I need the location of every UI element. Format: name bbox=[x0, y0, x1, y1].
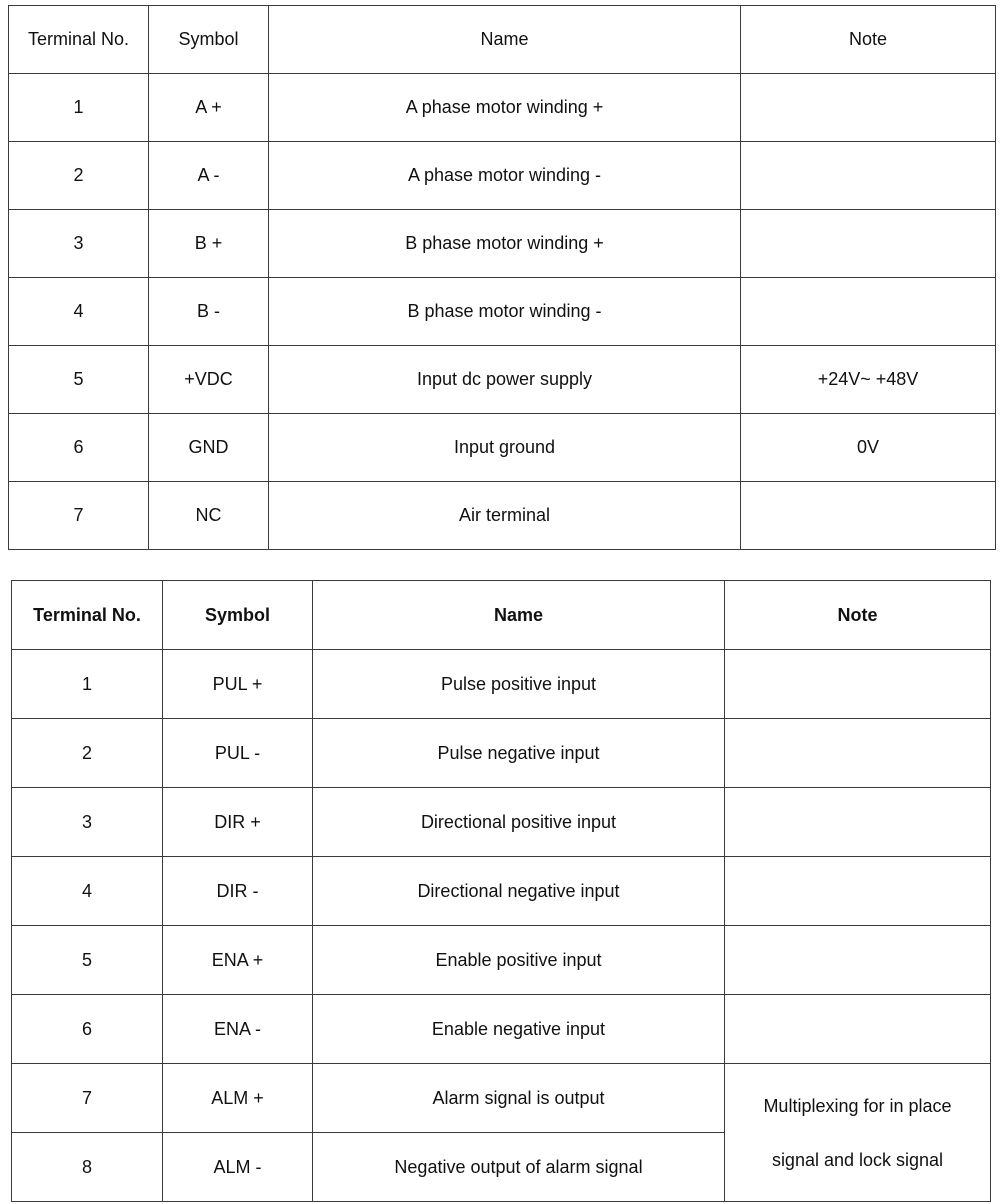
cell-name: Pulse negative input bbox=[313, 719, 725, 788]
cell-note bbox=[725, 926, 991, 995]
cell-terminal: 4 bbox=[12, 857, 163, 926]
cell-symbol: PUL - bbox=[163, 719, 313, 788]
cell-terminal: 2 bbox=[12, 719, 163, 788]
table-row bbox=[12, 788, 991, 857]
table-row bbox=[9, 346, 996, 414]
cell-name: Negative output of alarm signal bbox=[313, 1133, 725, 1202]
cell-symbol: A - bbox=[149, 142, 269, 210]
table-row bbox=[9, 74, 996, 142]
cell-terminal: 1 bbox=[9, 74, 149, 142]
cell-note bbox=[725, 719, 991, 788]
cell-symbol: DIR + bbox=[163, 788, 313, 857]
table-row bbox=[12, 926, 991, 995]
cell-note bbox=[725, 857, 991, 926]
cell-symbol: NC bbox=[149, 482, 269, 550]
cell-terminal: 6 bbox=[9, 414, 149, 482]
cell-note bbox=[741, 210, 996, 278]
cell-symbol: ALM + bbox=[163, 1064, 313, 1133]
power-terminal-table bbox=[8, 5, 996, 550]
cell-name: Pulse positive input bbox=[313, 650, 725, 719]
table-row bbox=[9, 482, 996, 550]
cell-note bbox=[725, 995, 991, 1064]
cell-note bbox=[741, 278, 996, 346]
header-symbol: Symbol bbox=[163, 581, 313, 650]
cell-terminal: 3 bbox=[9, 210, 149, 278]
cell-terminal: 2 bbox=[9, 142, 149, 210]
cell-symbol: A + bbox=[149, 74, 269, 142]
table-row bbox=[12, 995, 991, 1064]
table-row bbox=[12, 857, 991, 926]
table-row bbox=[12, 719, 991, 788]
cell-name: Input dc power supply bbox=[269, 346, 741, 414]
cell-symbol: ENA - bbox=[163, 995, 313, 1064]
table-header-row bbox=[12, 581, 991, 650]
cell-name: B phase motor winding - bbox=[269, 278, 741, 346]
cell-note bbox=[741, 482, 996, 550]
header-terminal-no: Terminal No. bbox=[12, 581, 163, 650]
table-row bbox=[9, 210, 996, 278]
table-header-row bbox=[9, 6, 996, 74]
cell-note bbox=[725, 788, 991, 857]
cell-note bbox=[741, 142, 996, 210]
cell-symbol: B + bbox=[149, 210, 269, 278]
table-row bbox=[12, 650, 991, 719]
cell-name: B phase motor winding + bbox=[269, 210, 741, 278]
header-name: Name bbox=[313, 581, 725, 650]
cell-terminal: 8 bbox=[12, 1133, 163, 1202]
cell-terminal: 4 bbox=[9, 278, 149, 346]
cell-note-merged bbox=[725, 1064, 991, 1202]
cell-terminal: 7 bbox=[12, 1064, 163, 1133]
cell-symbol: GND bbox=[149, 414, 269, 482]
cell-note bbox=[725, 650, 991, 719]
table-row bbox=[9, 278, 996, 346]
cell-name: A phase motor winding - bbox=[269, 142, 741, 210]
header-note: Note bbox=[725, 581, 991, 650]
cell-symbol: PUL + bbox=[163, 650, 313, 719]
cell-name: Enable negative input bbox=[313, 995, 725, 1064]
header-note: Note bbox=[741, 6, 996, 74]
cell-name: Air terminal bbox=[269, 482, 741, 550]
cell-symbol: ALM - bbox=[163, 1133, 313, 1202]
cell-terminal: 1 bbox=[12, 650, 163, 719]
table-row bbox=[12, 1064, 991, 1133]
note-line: signal and lock signal bbox=[771, 1149, 944, 1170]
cell-name: A phase motor winding + bbox=[269, 74, 741, 142]
cell-name: Enable positive input bbox=[313, 926, 725, 995]
cell-symbol: +VDC bbox=[149, 346, 269, 414]
cell-note: +24V~ +48V bbox=[741, 346, 996, 414]
cell-name: Directional positive input bbox=[313, 788, 725, 857]
header-terminal-no: Terminal No. bbox=[9, 6, 149, 74]
cell-terminal: 3 bbox=[12, 788, 163, 857]
cell-name: Input ground bbox=[269, 414, 741, 482]
cell-terminal: 5 bbox=[9, 346, 149, 414]
cell-terminal: 7 bbox=[9, 482, 149, 550]
cell-terminal: 6 bbox=[12, 995, 163, 1064]
header-symbol: Symbol bbox=[149, 6, 269, 74]
cell-name: Directional negative input bbox=[313, 857, 725, 926]
cell-symbol: ENA + bbox=[163, 926, 313, 995]
cell-note: 0V bbox=[741, 414, 996, 482]
cell-symbol: B - bbox=[149, 278, 269, 346]
note-line: Multiplexing for in place bbox=[763, 1095, 952, 1116]
cell-name: Alarm signal is output bbox=[313, 1064, 725, 1133]
header-name: Name bbox=[269, 6, 741, 74]
table-row bbox=[9, 142, 996, 210]
table-row bbox=[9, 414, 996, 482]
cell-symbol: DIR - bbox=[163, 857, 313, 926]
signal-terminal-table bbox=[11, 580, 991, 1202]
cell-note bbox=[741, 74, 996, 142]
cell-terminal: 5 bbox=[12, 926, 163, 995]
